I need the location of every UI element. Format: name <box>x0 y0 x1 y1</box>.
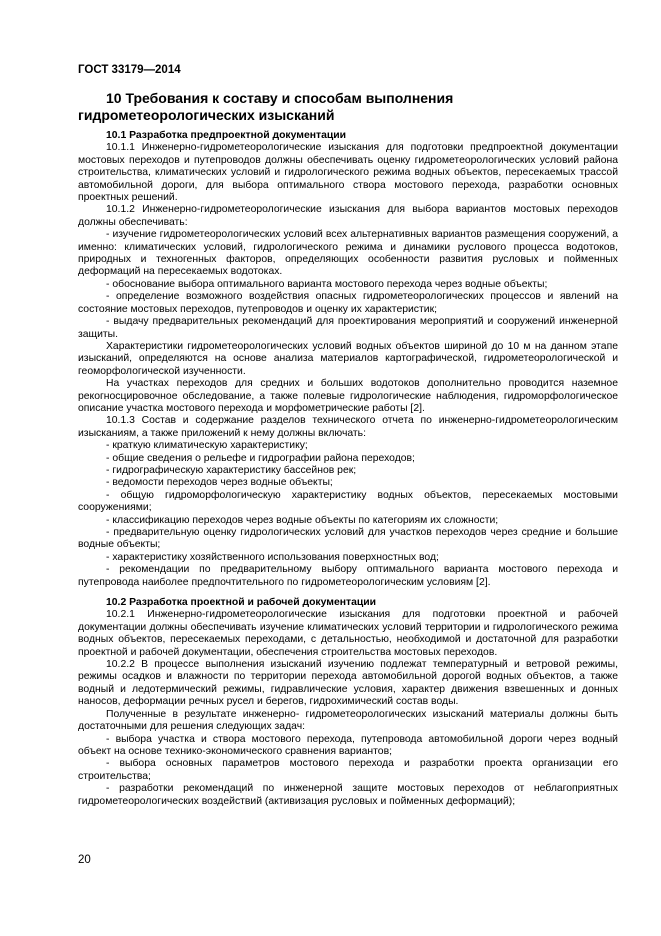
document-body <box>78 130 618 808</box>
paragraph: Характеристики гидрометеорологических условий водных объектов шириной до 10 м на данном этапе изысканий, определяются на основе анализа материалов картографической, гидрометеорологической и геоморфологической изученности. <box>78 340 618 377</box>
list-item: - изучение гидрометеорологических условий всех альтернативных вариантов размещения сооружений, а именно: климатических условий, гидрологического режима и динамики руслового процесса водотоков, природных и техногенных факторов, определяющих особенности развития русловых и пойменных деформаций на пересекаемых водотоках. <box>78 229 618 278</box>
list-item: - предварительную оценку гидрологических условий для участков переходов через средние и большие водные объекты; <box>78 527 618 551</box>
subsection-title: 10.1 Разработка предпроектной документации <box>106 130 347 141</box>
list-item: - общие сведения о рельефе и гидрографии района переходов; <box>106 452 415 464</box>
list-item: - определение возможного воздействия опасных гидрометеорологических процессов и явлений на состояние мостовых переходов, путепроводов и оценку их характеристик; <box>78 291 618 315</box>
paragraph: Полученные в результате инженерно- гидрометеорологических изысканий материалы должны быть достаточными для решения следующих задач: <box>78 708 618 733</box>
list-item: - характеристику хозяйственного использования поверхностных вод; <box>106 551 439 563</box>
list-item: - гидрографическую характеристику бассейнов рек; <box>106 464 357 476</box>
list-item: - краткую климатическую характеристику; <box>106 440 308 452</box>
paragraph: 10.1.2 Инженерно-гидрометеорологические изыскания для выбора вариантов мостовых переходов должны обеспечивать: <box>78 204 618 228</box>
list-item: - выдачу предварительных рекомендаций для проектирования мероприятий и сооружений инженерной защиты. <box>78 316 618 340</box>
list-item: - ведомости переходов через водные объекты; <box>106 477 333 489</box>
list-item: - разработки рекомендаций по инженерной защите мостовых переходов от неблагоприятных гидрометеорологических воздействий (активизация русловых и пойменных деформаций); <box>78 783 618 807</box>
paragraph: 10.2.1 Инженерно-гидрометеорологические изыскания для подготовки проектной и рабочей документации должны обеспечивать изучение климатических условий территории и гидрологического режима водных объектов, пересекаемых переходами, с детальностью, необходимой и достаточной для разработки проектной и рабочей документации, обеспечения строительства мостовых переходов. <box>78 609 618 658</box>
list-item: - общую гидроморфологическую характеристику водных объектов, пересекаемых мостовыми сооружениями; <box>78 489 618 514</box>
page-number: 20 <box>78 854 91 866</box>
list-item: - выбора основных параметров мостового перехода и разработки проекта организации его строительства; <box>78 758 618 782</box>
subsection-title: 10.2 Разработка проектной и рабочей документации <box>106 597 377 609</box>
list-item: - рекомендации по предварительному выбору оптимального варианта мостового перехода и путепровода наиболее предпочтительного по гидрометеорологическим условиям [2]. <box>78 564 618 588</box>
list-item: - выбора участка и створа мостового перехода, путепровода автомобильной дороги через водный объект на основе технико-экономического сравнения вариантов; <box>78 733 618 757</box>
standard-header: ГОСТ 33179—2014 <box>78 64 181 76</box>
paragraph: 10.1.3 Состав и содержание разделов технического отчета по инженерно-гидрометеорологическим изысканиям, а также приложений к нему должны включать: <box>78 415 618 439</box>
section-title: 10 Требования к составу и способам выполнения гидрометеорологических изысканий <box>78 90 454 123</box>
list-item: - обоснование выбора оптимального варианта мостового перехода через водные объекты; <box>106 278 548 290</box>
paragraph: 10.1.1 Инженерно-гидрометеорологические изыскания для подготовки предпроектной документации мостовых переходов и путепроводов должны обеспечивать оценку гидрометеорологических условий района строительства, климатических условий и гидрологического режима водных объектов, пересекаемых трассой автомобильной дороги, для выбора оптимального створа мостового перехода, разработки основных проектных решений. <box>78 142 618 204</box>
list-item: - классификацию переходов через водные объекты по категориям их сложности; <box>106 514 499 526</box>
paragraph: 10.2.2 В процессе выполнения изысканий изучению подлежат температурный и ветровой режимы, режимы осадков и влажности по территории перехода автомобильной дорогой водных объектов, а также водный и ледотермический режимы, гидравлические условия, характер движения взвешенных и донных наносов, деформации речных русел и берегов, гидрохимический состав воды. <box>78 659 618 708</box>
paragraph: На участках переходов для средних и больших водотоков дополнительно проводится наземное рекогносцировочное обследование, а также полевые гидрологические наблюдения, гидроморфологическое описание участка мостового перехода и морфометрические работы [2]. <box>78 378 618 414</box>
